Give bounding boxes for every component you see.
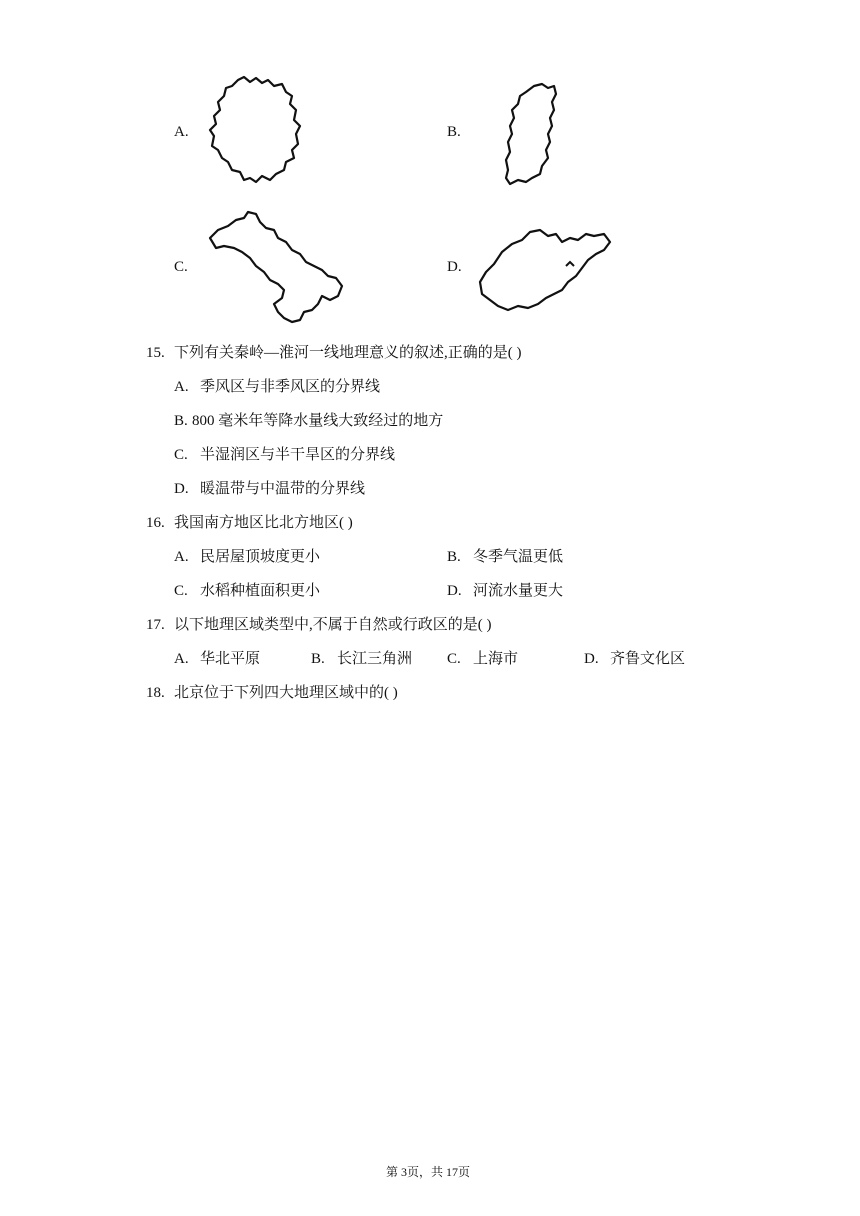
question-number: 18. [146,685,165,701]
option-letter: B. [174,413,188,429]
option-letter: C. [447,651,461,667]
option-text: 上海市 [473,651,519,667]
question-number: 15. [146,345,165,361]
option-letter: C. [174,583,188,599]
option-text: 暖温带与中温带的分界线 [200,481,366,497]
option-text: 齐鲁文化区 [610,651,686,667]
option-letter: B. [311,651,325,667]
question-text: 以下地理区域类型中,不属于自然或行政区的是( ) [174,617,492,633]
option-letter: C. [174,447,188,463]
province-outline-d-image [472,220,616,316]
option-letter: A. [174,651,189,667]
question-number: 17. [146,617,165,633]
option-text: 华北平原 [200,651,261,667]
option-text: 水稻种植面积更小 [200,583,321,599]
option-letter: A. [174,549,189,565]
option-letter: D. [584,651,599,667]
page-footer: 第 3页，共 17页 [386,1165,471,1179]
option-text: 民居屋顶坡度更小 [200,549,321,565]
option-text: 长江三角洲 [337,651,413,667]
option-letter: D. [447,583,462,599]
question-text: 北京位于下列四大地理区域中的( ) [174,685,398,701]
option-letter: B. [447,549,461,565]
image-option-c-letter: C. [174,259,188,275]
question-number: 16. [146,515,165,531]
question-text: 我国南方地区比北方地区( ) [174,515,353,531]
province-outline-c-image [204,208,348,328]
option-letter: A. [174,379,189,395]
image-option-b-letter: B. [447,124,461,140]
option-letter: D. [174,481,189,497]
option-text: 河流水量更大 [473,583,564,599]
option-text: 半湿润区与半干旱区的分界线 [200,447,396,463]
option-text: 季风区与非季风区的分界线 [200,379,381,395]
image-option-a-letter: A. [174,124,189,140]
option-text: 冬季气温更低 [473,549,564,565]
option-text: 800 毫米年等降水量线大致经过的地方 [192,413,444,429]
question-text: 下列有关秦岭—淮河一线地理意义的叙述,正确的是( ) [174,345,522,361]
image-option-d-letter: D. [447,259,462,275]
province-outline-b-image [496,80,562,190]
province-outline-a-image [204,74,310,186]
